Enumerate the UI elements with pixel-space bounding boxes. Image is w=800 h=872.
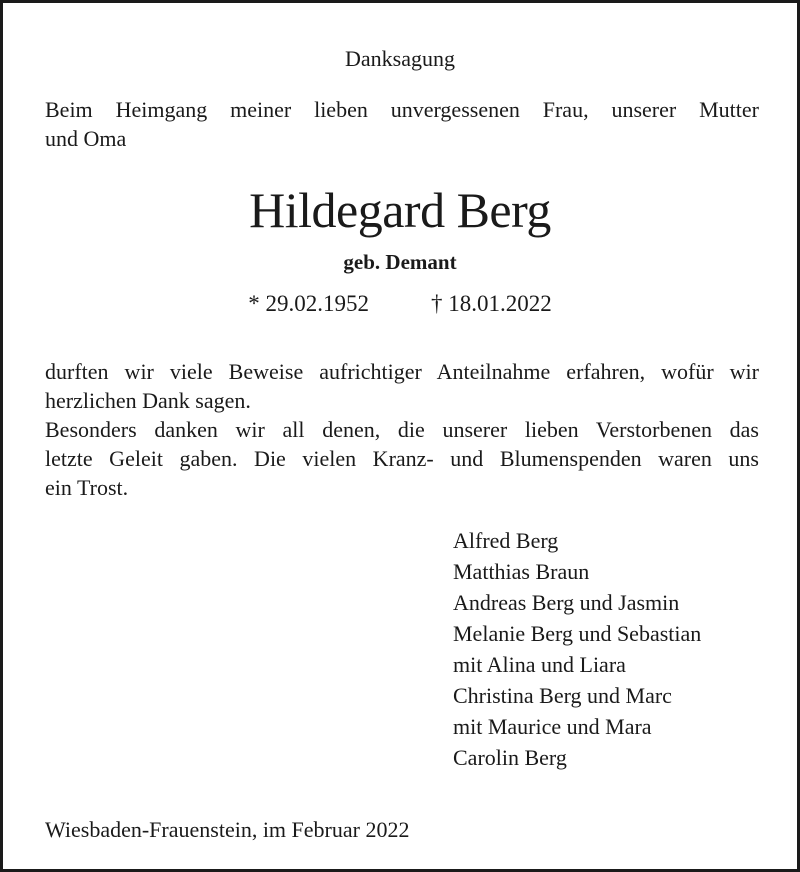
intro-line: und Oma <box>45 126 127 151</box>
thanks-line: ein Trost. <box>45 475 129 500</box>
intro-line: Beim Heimgang meiner lieben unvergessenen Frau, unserer Mutter <box>45 97 759 122</box>
life-dates <box>3 289 797 319</box>
thanks-paragraph <box>45 357 759 502</box>
thanks-line: letzte Geleit gaben. Die vielen Kranz- und Blumenspenden waren uns <box>45 446 759 471</box>
maiden-name: geb. Demant <box>343 250 457 274</box>
family-member: Alfred Berg <box>453 528 559 553</box>
birth-date: * 29.02.1952 <box>248 291 369 316</box>
intro-paragraph <box>45 95 759 153</box>
thanks-line: Besonders danken wir all denen, die unserer lieben Verstorbenen das <box>45 417 759 442</box>
place-and-date: Wiesbaden-Frauenstein, im Februar 2022 <box>45 817 410 842</box>
family-member: Melanie Berg und Sebastian <box>453 621 702 646</box>
family-member: Andreas Berg und Jasmin <box>453 590 680 615</box>
deceased-name: Hildegard Berg <box>249 182 551 238</box>
thanks-line: durften wir viele Beweise aufrichtiger Anteilnahme erfahren, wofür wir <box>45 359 759 384</box>
family-member: mit Maurice und Mara <box>453 714 652 739</box>
family-signatures <box>453 525 701 773</box>
family-member: Matthias Braun <box>453 559 590 584</box>
death-date: † 18.01.2022 <box>431 291 552 316</box>
notice-heading: Danksagung <box>345 46 455 71</box>
thanks-line: herzlichen Dank sagen. <box>45 388 251 413</box>
family-member: mit Alina und Liara <box>453 652 626 677</box>
family-member: Christina Berg und Marc <box>453 683 672 708</box>
family-member: Carolin Berg <box>453 745 567 770</box>
